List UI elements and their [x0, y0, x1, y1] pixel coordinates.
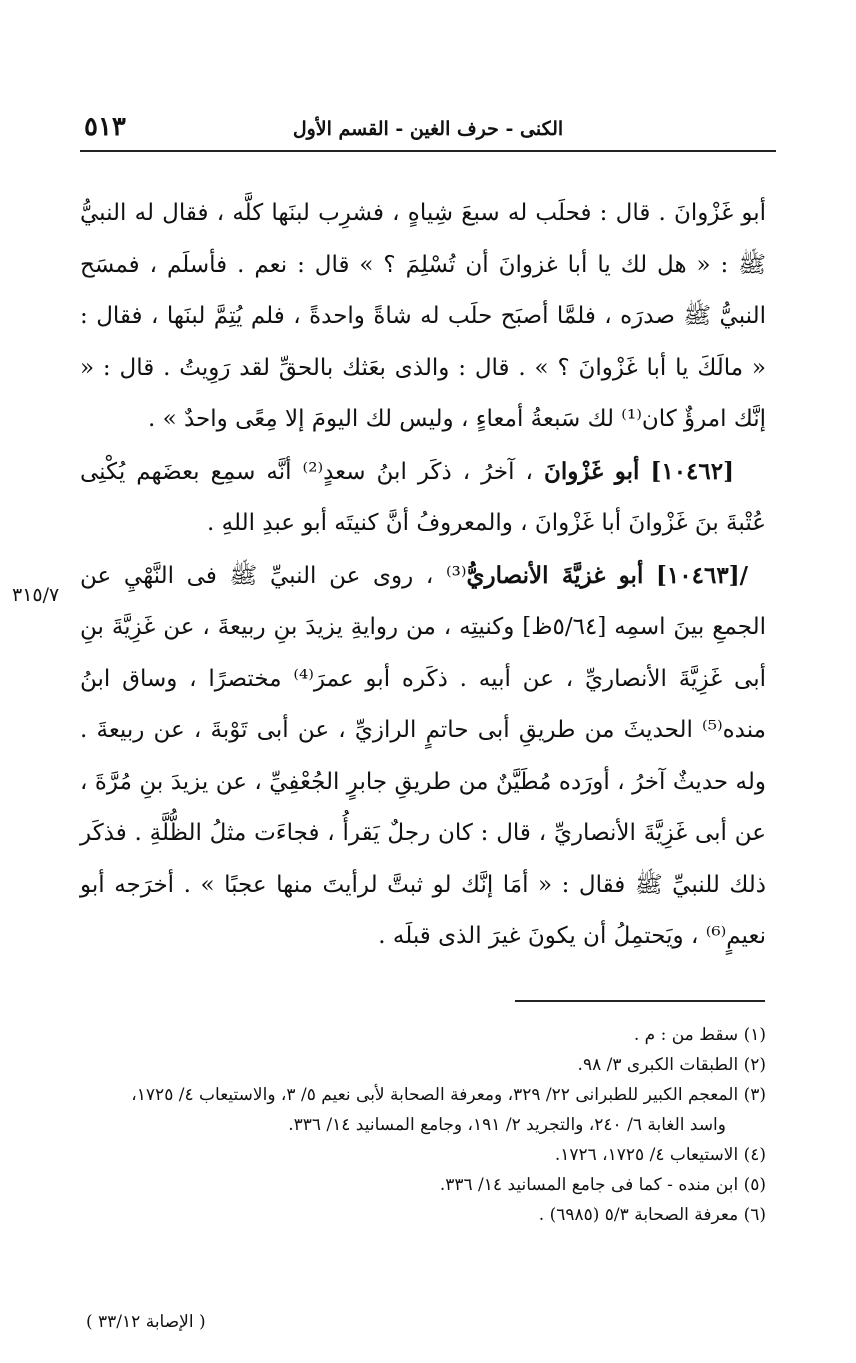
- entry-number: [١٠٤٦٢]: [650, 457, 735, 485]
- entry-text: ⁽³⁾ ، روى عن النبيِّ ﷺ فى النَّهْيِ عن الجمعِ بينَ اسمِه [٥/٦٤ظ] وكنيتِه ، من روايةِ يزيدَ بنِ ربيعةَ ، عن غَزِيَّةَ بنِ أبى غَزِيَّةَ الأنصاريِّ ، عن أبيه . ذكَره أبو عمرَ⁽⁴⁾ مختصرًا ، وساق ابنُ منده⁽⁵⁾ الحديثَ من طريقِ أبى حاتمٍ الرازيِّ ، عن أبى تَوْبةَ ، عن ربيعةَ . وله حديثٌ آخرُ ، أورَده مُطَيَّنٌ من طريقِ جابرٍ الجُعْفِيِّ ، عن يزيدَ بنِ مُرَّةَ ، عن أبى غَزِيَّةَ الأنصاريِّ ، قال : كان رجلٌ يَقرأُ ، فجاءَت مثلُ الظُّلَّةِ . فذكَر ذلك للنبيِّ ﷺ فقال : « أمَا إنَّك لو ثبتَّ لرأيتَ منها عجبًا » . أخرَجه أبو نعيمٍ⁽⁶⁾ ، ويَحتمِلُ أن يكونَ غيرَ الذى قبلَه .: [80, 562, 766, 949]
- page-number: ٥١٣: [84, 112, 126, 142]
- source-reference: ( الإصابة ٣٣/١٢ ): [86, 1312, 206, 1332]
- footnote: (٦) معرفة الصحابة ٥/٣ (٦٩٨٥) .: [538, 1205, 766, 1225]
- footnote-divider: [515, 1000, 765, 1002]
- footnotes: [80, 1020, 766, 1230]
- entry-text: ، آخرُ ، ذكَر ابنُ سعدٍ⁽²⁾ أنَّه سمِع بعضَهم يُكْنِى عُتْبةَ بنَ غَزْوانَ أبا غَزْوانَ ، والمعروفُ أنَّ كنيتَه أبو عبدِ اللهِ .: [80, 458, 766, 536]
- paragraph-continuation: أبو غَزْوانَ . قال : فحلَب له سبعَ شِياهٍ ، فشرِب لبنَها كلَّه ، فقال له النبيُّ ﷺ : « هل لك يا أبا غزوانَ أن تُسْلِمَ ؟ » قال : نعم . فأسلَم ، فمسَح النبيُّ ﷺ صدرَه ، فلمَّا أصبَح حلَب له شاةً واحدةً ، فلم يُتِمَّ لبنَها ، فقال : « مالَكَ يا أبا غَزْوانَ ؟ » . قال : والذى بعَثك بالحقِّ لقد رَوِيتُ . قال : « إنَّك امرؤٌ كان⁽¹⁾ لك سَبعةُ أمعاءٍ ، وليس لك اليومَ إلا مِعًى واحدٌ » .: [80, 200, 766, 432]
- footnote: (٥) ابن منده - كما فى جامع المسانيد ١٤/ ٣٣٦.: [439, 1175, 766, 1195]
- page-header: [80, 110, 776, 152]
- entry-number: /[١٠٤٦٣]: [656, 561, 748, 589]
- margin-reference: ٣١٥/٧: [12, 584, 60, 606]
- footnote: (١) سقط من : م .: [633, 1025, 766, 1045]
- main-text: [80, 188, 766, 963]
- running-title: الكنى - حرف الغين - القسم الأول: [292, 118, 564, 140]
- footnote: (٢) الطبقات الكبرى ٣/ ٩٨.: [577, 1055, 766, 1075]
- footnote-continuation: واسد الغابة ٦/ ٢٤٠، والتجريد ٢/ ١٩١، وجامع المسانيد ١٤/ ٣٣٦.: [288, 1115, 726, 1135]
- footnote: (٣) المعجم الكبير للطبرانى ٢٢/ ٣٢٩، ومعرفة الصحابة لأبى نعيم ٥/ ٣، والاستيعاب ٤/ ١٧٢٥،: [131, 1085, 766, 1105]
- entry-10463: [80, 550, 766, 963]
- entry-10462: [80, 446, 766, 550]
- entry-name: أبو غَزْوانَ: [543, 457, 640, 485]
- entry-name: أبو غزيَّةَ الأنصاريُّ: [466, 561, 644, 589]
- footnote: (٤) الاستيعاب ٤/ ١٧٢٥، ١٧٢٦.: [554, 1145, 766, 1165]
